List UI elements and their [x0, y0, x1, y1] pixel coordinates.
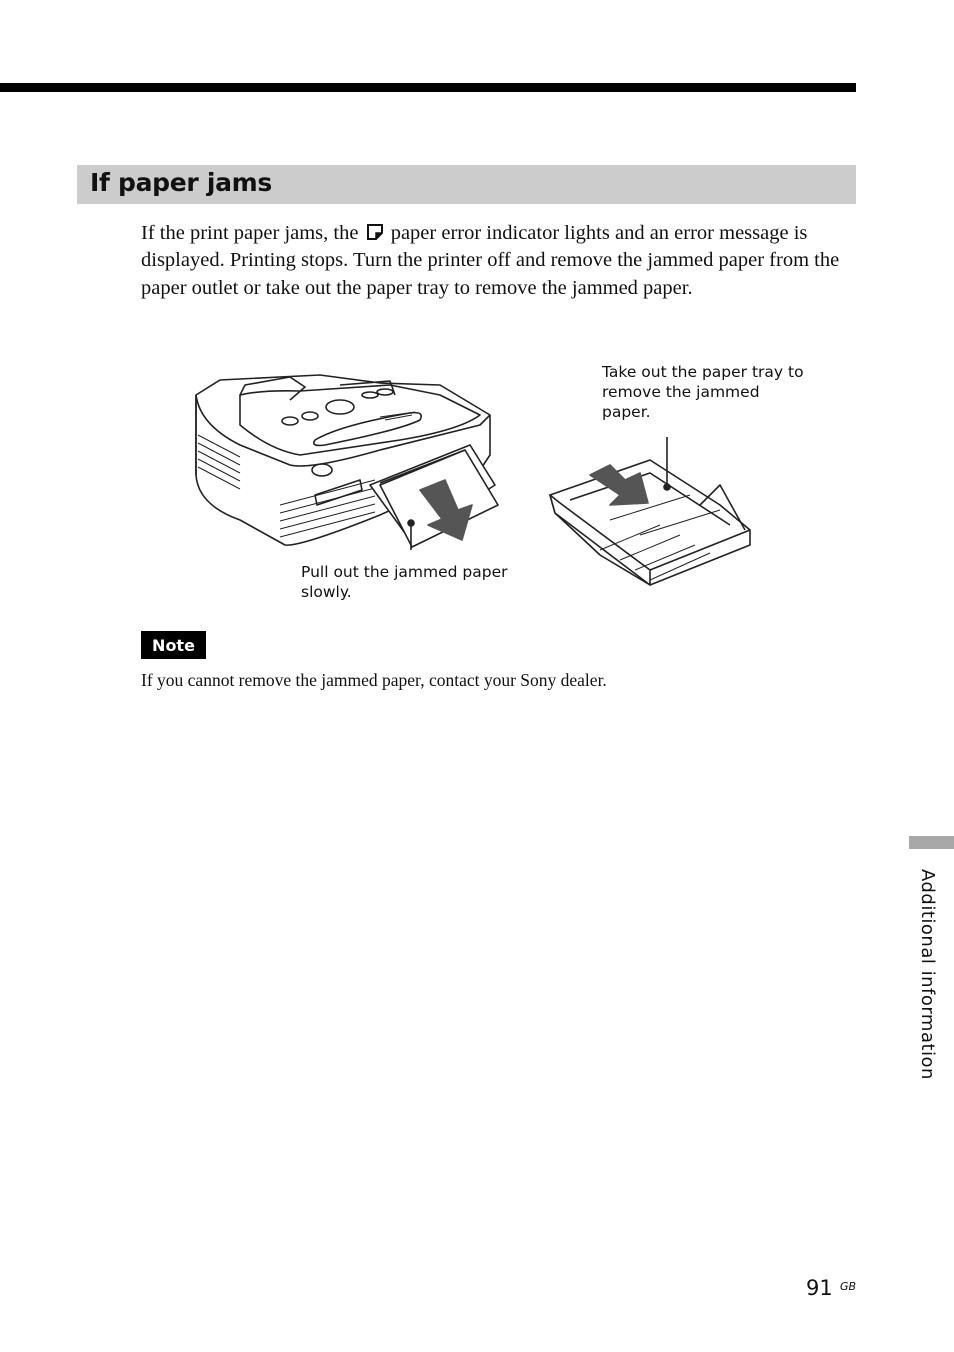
side-tab-label: Additional information [917, 869, 938, 1080]
note-text: If you cannot remove the jammed paper, contact your Sony dealer. [141, 670, 607, 690]
tray-caption: Take out the paper tray to remove the jammed paper. [602, 363, 804, 421]
body-paragraph [141, 220, 841, 302]
pull-caption: Pull out the jammed paper slowly. [301, 563, 508, 601]
page-suffix: GB [840, 1280, 857, 1293]
side-tab-marker [909, 836, 954, 849]
top-rule [0, 83, 856, 92]
body-text-start: If the print paper jams, the [141, 222, 359, 244]
paper-error-indicator-icon [366, 222, 384, 240]
page-number: 91 [806, 1276, 833, 1300]
section-title: If paper jams [90, 168, 273, 197]
section-heading-bar [77, 165, 856, 204]
note-badge: Note [141, 631, 206, 659]
body-text-end: paper error indicator lights and an error message is displayed. Printing stops. Turn the printer off and remove the jammed paper from the paper outlet or take out the paper tray to remove the jammed paper. [141, 222, 840, 299]
